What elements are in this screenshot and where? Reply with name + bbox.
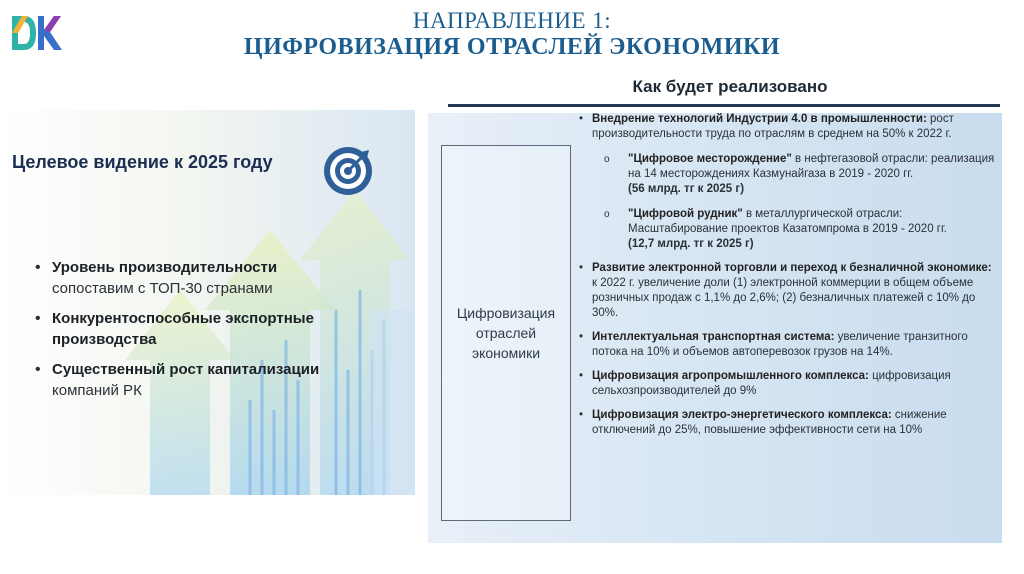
sub-item (628, 207, 997, 252)
vision-bullet-item (52, 257, 382, 299)
item-heading: Цифровизация агропромышленного комплекса: (592, 370, 869, 382)
sub-item-heading: "Цифровое месторождение" (628, 153, 792, 165)
implementation-item (592, 112, 997, 252)
page-title-line2: ЦИФРОВИЗАЦИЯ ОТРАСЛЕЙ ЭКОНОМИКИ (243, 34, 781, 60)
center-label-box (441, 145, 571, 521)
section-title: Как будет реализовано (632, 77, 828, 96)
sub-item (628, 152, 997, 197)
sub-item-text: в нефтегазовой отрасли: реализация на 14 месторождениях Казмунайгаза в 2019 - 2020 гг. (628, 153, 995, 180)
item-heading: Развитие электронной торговли и переход к безналичной экономике: (592, 262, 992, 274)
vision-bullet-list (52, 257, 382, 410)
vision-bullet-text: сопоставим с ТОП-30 странами (52, 280, 273, 297)
center-label: Цифровизация отраслей экономики (456, 305, 556, 361)
implementation-list (592, 112, 997, 447)
implementation-item (592, 369, 997, 399)
sub-item-amount: (56 млрд. тг к 2025 г) (628, 183, 745, 195)
implementation-item (592, 330, 997, 360)
sub-item-amount: (12,7 млрд. тг к 2025 г) (628, 238, 754, 250)
implementation-item (592, 408, 997, 438)
vision-bullet-bold: Существенный рост капитализации (52, 361, 320, 378)
item-text: снижение отключений до 25%, повышение эффективности сети на 10% (592, 409, 947, 436)
item-heading: Внедрение технологий Индустрии 4.0 в промышленности: (592, 113, 927, 125)
target-icon (323, 146, 373, 196)
vision-bullet-item (52, 308, 382, 350)
page-title-line1: НАПРАВЛЕНИЕ 1: (412, 8, 612, 33)
item-heading: Интеллектуальная транспортная система: (592, 331, 835, 343)
sub-item-heading: "Цифровой рудник" (628, 208, 743, 220)
sub-item-text: в металлургической отрасли: Масштабирование проектов Казатомпрома в 2019 - 2020 гг. (628, 208, 947, 235)
vision-bullet-item (52, 359, 382, 401)
vision-bullet-text: компаний РК (52, 382, 142, 399)
item-text: цифровизация сельхозпроизводителей до 9% (592, 370, 951, 397)
vision-title: Целевое видение к 2025 году (12, 152, 273, 172)
section-divider (448, 104, 1000, 107)
item-text: рост производительности труда по отраслям в среднем на 50% к 2022 г. (592, 113, 954, 140)
vision-bullet-bold: Конкурентоспособные экспортные производства (52, 310, 314, 348)
item-text: к 2022 г. увеличение доли (1) электронной коммерции в общем объеме розничных продаж с 1,1% до 2,6%; (2) безналичных платежей с 10% до 30%. (592, 277, 976, 319)
implementation-item (592, 261, 997, 321)
vision-bullet-bold: Уровень производительности (52, 259, 278, 276)
item-heading: Цифровизация электро-энергетического комплекса: (592, 409, 892, 421)
item-text: увеличение транзитного потока на 10% и объемов автоперевозок грузов на 14%. (592, 331, 968, 358)
